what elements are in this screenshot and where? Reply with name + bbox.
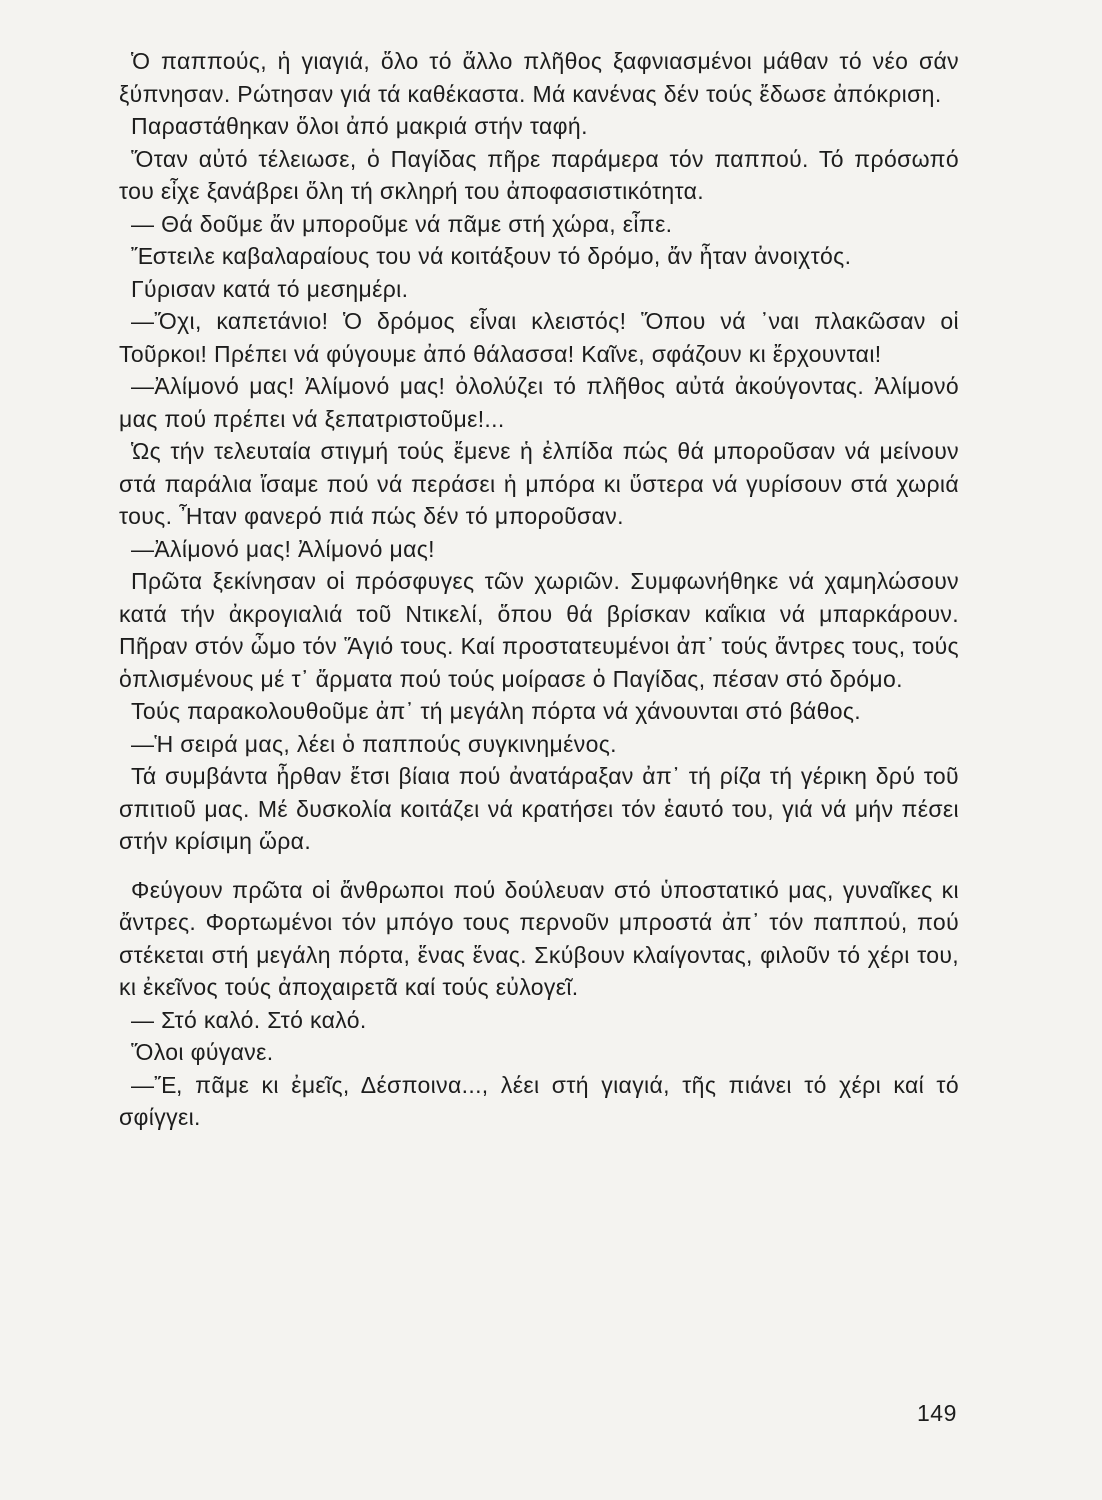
- paragraph-1: Ὁ παππούς, ἡ γιαγιά, ὅλο τό ἄλλο πλῆθος ξαφνιασμένοι μάθαν τό νέο σάν ξύπνησαν. Ρώτησαν γιά τά καθέκαστα. Μά κανένας δέν τούς ἔδωσε ἀπόκριση.: [119, 48, 959, 107]
- paragraph-2: Παραστάθηκαν ὅλοι ἀπό μακριά στήν ταφή.: [131, 113, 588, 139]
- paragraph-15: Φεύγουν πρῶτα οἱ ἄνθρωποι πού δούλευαν στό ὑποστατικό μας, γυναῖκες κι ἄντρες. Φορτωμένοι τόν μπόγο τους περνοῦν μπροστά ἀπ᾽ τόν παππού, πού στέκεται στή μεγάλη πόρτα, ἕνας ἕνας. Σκύβουν κλαίγοντας, φιλοῦν τό χέρι του, κι ἐκεῖνος τούς ἀποχαιρετᾶ καί τούς εὐλογεῖ.: [119, 876, 959, 1000]
- paragraph-6: Γύρισαν κατά τό μεσημέρι.: [131, 275, 409, 302]
- paragraph-11: Πρῶτα ξεκίνησαν οἱ πρόσφυγες τῶν χωριῶν. Συμφωνήθηκε νά χαμηλώσουν κατά τήν ἀκρογιαλιά τοῦ Ντικελί, ὅπου θά βρίσκαν καΐκια νά μπαρκάρουν. Πῆραν στόν ὦμο τόν Ἅγιό τους. Καί προστατευμένοι ἀπ᾽ τούς ἄντρες τους, τούς ὁπλισμένους μέ τ᾽ ἄρματα πού τούς μοίρασε ὁ Παγίδας, πέσαν στό δρόμο.: [119, 568, 959, 692]
- paragraph-8: —Ἀλίμονό μας! Ἀλίμονό μας! ὀλολύζει τό πλῆθος αὐτά ἀκούγοντας. Ἀλίμονό μας πού πρέπει νά ξεπατριστοῦμε!...: [119, 373, 959, 432]
- page-number: 149: [917, 1400, 957, 1426]
- paragraph-12: Τούς παρακολουθοῦμε ἀπ᾽ τή μεγάλη πόρτα νά χάνουνται στό βάθος.: [131, 698, 862, 724]
- paragraph-13: —Ἡ σειρά μας, λέει ὁ παππούς συγκινημένος.: [131, 730, 617, 757]
- paragraph-3: Ὅταν αὐτό τέλειωσε, ὁ Παγίδας πῆρε παράμερα τόν παππού. Τό πρόσωπό του εἶχε ξανάβρει ὅλη τή σκληρή του ἀποφασιστικότητα.: [119, 145, 959, 204]
- body-text: [119, 45, 959, 1134]
- paragraph-16: — Στό καλό. Στό καλό.: [131, 1006, 367, 1033]
- paragraph-18: —Ἔ, πᾶμε κι ἐμεῖς, Δέσποινα..., λέει στή γιαγιά, τῆς πιάνει τό χέρι καί τό σφίγγει.: [119, 1071, 959, 1130]
- paragraph-14: Τά συμβάντα ἦρθαν ἔτσι βίαια πού ἀνατάραξαν ἀπ᾽ τή ρίζα τή γέρικη δρύ τοῦ σπιτιοῦ μας. Μέ δυσκολία κοιτάζει νά κρατήσει τόν ἑαυτό του, γιά νά μήν πέσει στήν κρίσιμη ὥρα.: [119, 763, 959, 854]
- paragraph-4: — Θά δοῦμε ἄν μποροῦμε νά πᾶμε στή χώρα, εἶπε.: [131, 210, 673, 237]
- paragraph-9: Ὡς τήν τελευταία στιγμή τούς ἔμενε ἡ ἐλπίδα πώς θά μποροῦσαν νά μείνουν στά παράλια ἴσαμε πού νά περάσει ἡ μπόρα κι ὕστερα νά γυρίσουν στά χωριά τους. Ἦταν φανερό πιά πώς δέν τό μποροῦσαν.: [119, 438, 959, 529]
- paragraph-17: Ὅλοι φύγανε.: [131, 1039, 274, 1065]
- paragraph-7: —Ὄχι, καπετάνιο! Ὁ δρόμος εἶναι κλειστός! Ὅπου νά ᾽ναι πλακῶσαν οἱ Τοῦρκοι! Πρέπει νά φύγουμε ἀπό θάλασσα! Καῖνε, σφάζουν κι ἔρχουνται!: [119, 308, 959, 367]
- paragraph-5: Ἔστειλε καβαλαραίους του νά κοιτάξουν τό δρόμο, ἄν ἦταν ἀνοιχτός.: [131, 243, 852, 269]
- paragraph-10: —Ἀλίμονό μας! Ἀλίμονό μας!: [131, 535, 435, 562]
- paragraph-gap: [119, 858, 959, 874]
